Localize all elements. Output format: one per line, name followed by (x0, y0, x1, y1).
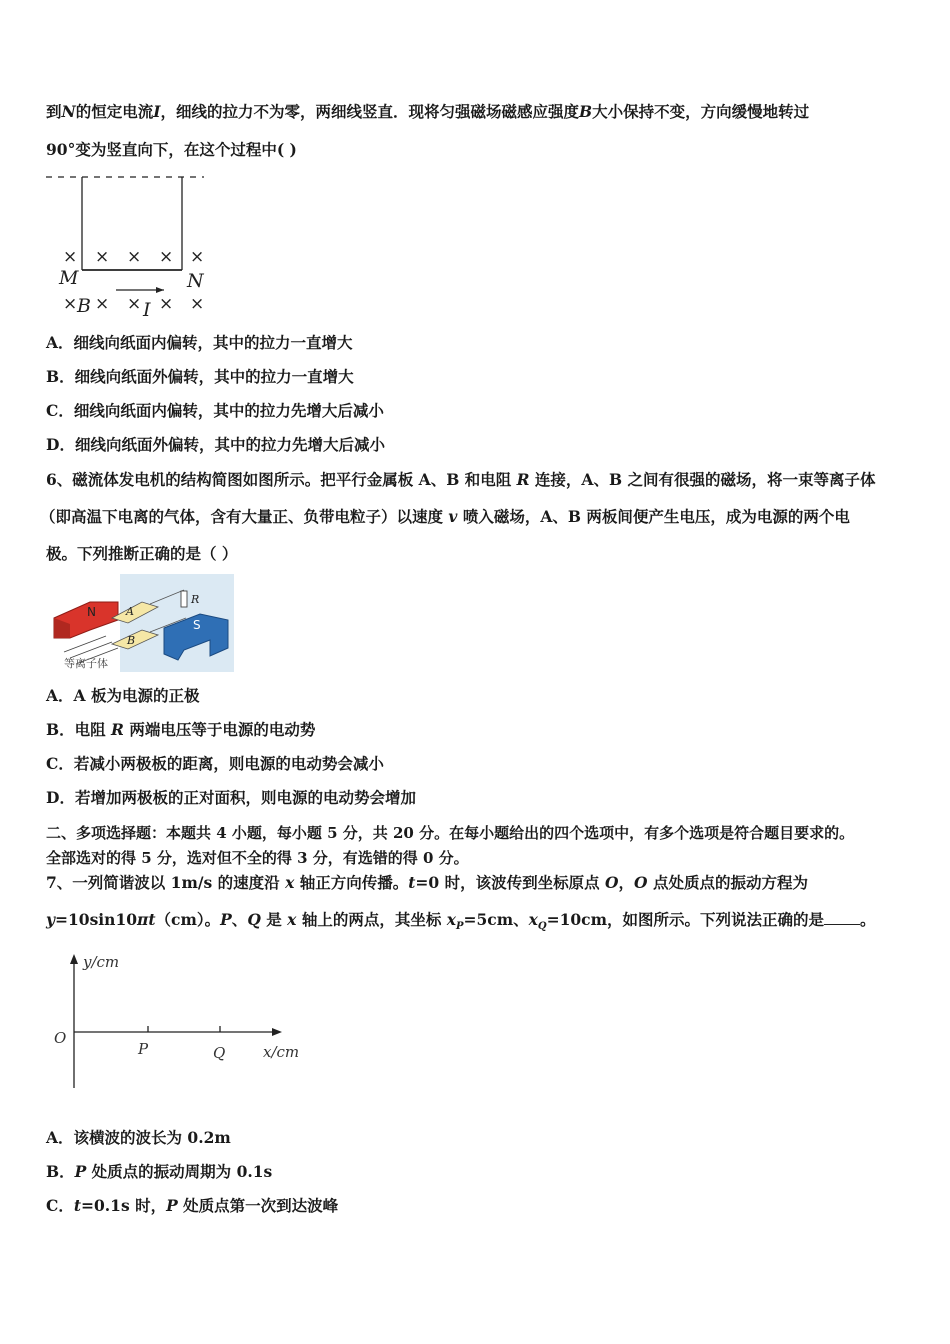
current-arrow-head (156, 287, 164, 293)
section2-heading-line2: 全部选对的得 5 分，选对但不全的得 3 分，有选错的得 0 分。 (46, 849, 469, 867)
label-plasma: 等离子体 (64, 657, 108, 670)
cross-mark: × (63, 247, 78, 267)
q7-stem-line2: y=10sin10πt（cm）。P、Q 是 x 轴上的两点，其坐标 $x_P=5cm$、$x_Q=10cm$，如图所示。下列说法正确的是 。 (46, 910, 876, 933)
label-plate-b: B (127, 634, 136, 647)
q6-option-a[interactable]: A．A 板为电源的正极 (46, 686, 200, 705)
q6-option-d[interactable]: D．若增加两极板的正对面积，则电源的电动势会增加 (46, 788, 416, 807)
origin-label: O (54, 1029, 67, 1047)
x-axis-arrow (272, 1028, 282, 1036)
y-axis-arrow (70, 954, 78, 964)
q5-magnetic-field-figure (44, 168, 224, 318)
q6-stem-line2: （即高温下电离的气体，含有大量正、负带电粒子）以速度 v 喷入磁场，A、B 两板间便产生电压，成为电源的两个电 (40, 507, 850, 526)
q5-option-d[interactable]: D．细线向纸面外偏转，其中的拉力先增大后减小 (46, 435, 385, 454)
label-n: N (187, 270, 204, 292)
y-axis-label: y/cm (83, 953, 120, 971)
section2-heading-line1: 二、多项选择题：本题共 4 小题，每小题 5 分，共 20 分。在每小题给出的四个选项中，有多个选项是符合题目要求的。 (46, 824, 855, 842)
label-plate-a: A (126, 605, 134, 618)
label-m: M (59, 267, 79, 289)
cross-mark: × (95, 294, 110, 314)
cross-mark: × (127, 294, 142, 314)
label-resistor-r: R (191, 593, 200, 606)
label-magnet-s: S (193, 618, 201, 632)
q5-stem-line2: 90°变为竖直向下，在这个过程中( ) (46, 140, 297, 159)
q7-stem-line1: 7、一列简谐波以 1m/s 的速度沿 x 轴正方向传播。t=0 时，该波传到坐标原点 O，O 点处质点的振动方程为 (46, 873, 808, 892)
cross-mark: × (190, 294, 205, 314)
cross-mark: × (190, 247, 205, 267)
q6-mhd-generator-figure (50, 574, 234, 672)
q6-stem-line3: 极。下列推断正确的是（ ） (46, 544, 238, 563)
q5-stem-line1: 到N的恒定电流I，细线的拉力不为零，两细线竖直．现将匀强磁场磁感应强度B大小保持不变，方向缓慢地转过 (46, 102, 810, 121)
label-i: I (143, 299, 151, 318)
q6-option-c[interactable]: C．若减小两极板的距离，则电源的电动势会减小 (46, 754, 384, 773)
q6-option-b[interactable]: B．电阻 R 两端电压等于电源的电动势 (46, 720, 316, 739)
q5-option-a[interactable]: A．细线向纸面内偏转，其中的拉力一直增大 (46, 333, 353, 352)
point-q-label: Q (213, 1044, 226, 1062)
q6-stem-line1: 6、磁流体发电机的结构简图如图所示。把平行金属板 A、B 和电阻 R 连接，A、B 之间有很强的磁场，将一束等离子体 (46, 470, 876, 489)
cross-mark: × (159, 247, 174, 267)
q7-option-a[interactable]: A．该横波的波长为 0.2m (46, 1128, 231, 1147)
x-axis-label: x/cm (263, 1043, 300, 1061)
cross-mark: × (95, 247, 110, 267)
resistor-r (181, 591, 187, 607)
q7-wave-axis-figure (48, 948, 308, 1096)
q7-option-c[interactable]: C．t=0.1s 时，P 处质点第一次到达波峰 (46, 1196, 339, 1215)
q7-option-b[interactable]: B．P 处质点的振动周期为 0.1s (46, 1162, 273, 1181)
label-magnet-n: N (87, 605, 96, 619)
q5-option-c[interactable]: C．细线向纸面内偏转，其中的拉力先增大后减小 (46, 401, 384, 420)
answer-blank[interactable] (824, 910, 860, 925)
cross-mark: × (63, 294, 78, 314)
cross-mark: × (127, 247, 142, 267)
label-b: B (77, 295, 91, 317)
point-p-label: P (138, 1040, 149, 1058)
cross-mark: × (159, 294, 174, 314)
q5-option-b[interactable]: B．细线向纸面外偏转，其中的拉力一直增大 (46, 367, 354, 386)
